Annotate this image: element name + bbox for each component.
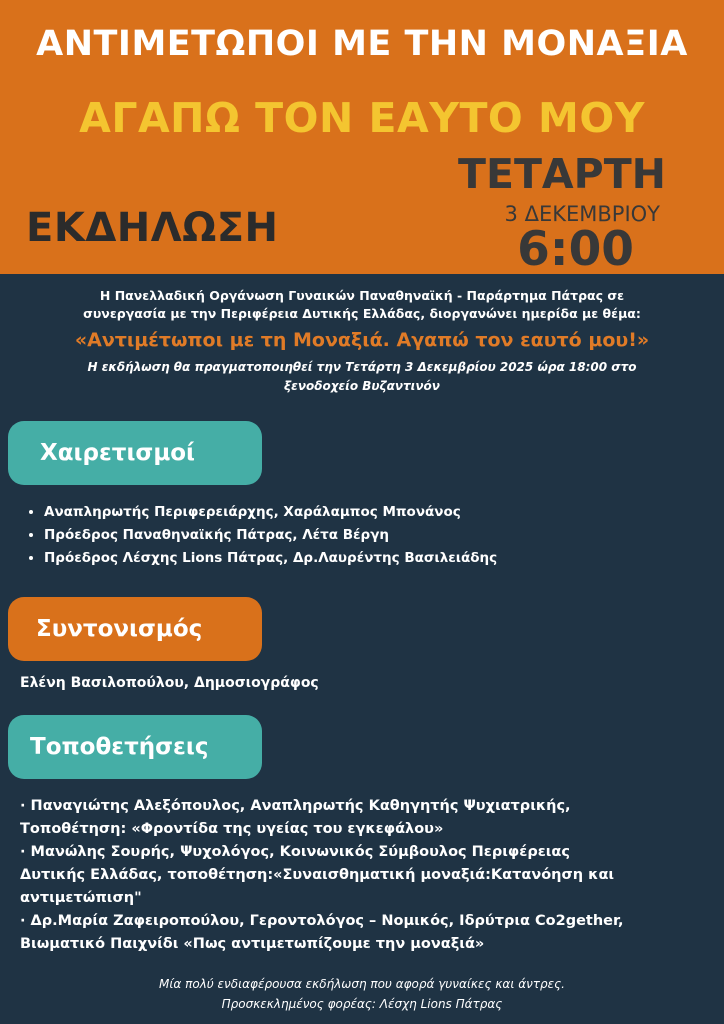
coordinator-name: Ελένη Βασιλοπούλου, Δημοσιογράφος	[20, 675, 319, 691]
list-item: · Παναγιώτης Αλεξόπουλος, Αναπληρωτής Καθηγητής Ψυχιατρικής,	[20, 798, 571, 814]
poster-subtitle: ΑΓΑΠΩ ΤΟΝ ΕΑΥΤΟ ΜΟΥ	[79, 94, 645, 142]
list-item: Δυτικής Ελλάδας, τοποθέτηση:«Συναισθηματική μοναξιά:Κατανόηση και	[20, 867, 615, 883]
talks-heading-pill	[8, 715, 262, 779]
event-time: 6:00	[517, 222, 634, 277]
intro-line-2: συνεργασία με την Περιφέρεια Δυτικής Ελλάδας, διοργανώνει ημερίδα με θέμα:	[83, 306, 641, 321]
list-item: αντιμετώπιση"	[20, 890, 142, 906]
greetings-heading: Χαιρετισμοί	[40, 440, 196, 466]
coordination-heading-pill	[8, 597, 262, 661]
greetings-heading-pill	[8, 421, 262, 485]
event-day: ΤΕΤΑΡΤΗ	[457, 150, 666, 198]
talks-heading: Τοποθετήσεις	[30, 734, 209, 760]
coordination-heading: Συντονισμός	[36, 616, 203, 642]
list-item: Τοποθέτηση: «Φροντίδα της υγείας του εγκεφάλου»	[20, 821, 444, 837]
footer-note	[0, 974, 724, 1014]
list-item: Βιωματικό Παιχνίδι «Πως αντιμετωπίζουμε την μοναξιά»	[20, 936, 485, 952]
footer-line-1: Μία πολύ ενδιαφέρουσα εκδήλωση που αφορά γυναίκες και άντρες.	[158, 977, 565, 991]
poster-title: ΑΝΤΙΜΕΤΩΠΟΙ ΜΕ ΤΗΝ ΜΟΝΑΞΙΑ	[36, 24, 688, 64]
header-banner	[0, 0, 724, 277]
event-date: 3 ΔΕΚΕΜΒΡΙΟΥ	[504, 202, 660, 226]
details-line-2: ξενοδοχείο Βυζαντινόν	[284, 379, 440, 393]
list-item: · Μανώλης Σουρής, Ψυχολόγος, Κοινωνικός Σύμβουλος Περιφέρειας	[20, 844, 570, 860]
list-item: • Πρόεδρος Παναθηναϊκής Πάτρας, Λέτα Βέργη	[44, 524, 497, 547]
list-item: • Πρόεδρος Λέσχης Lions Πάτρας, Δρ.Λαυρέντης Βασιλειάδης	[44, 547, 497, 570]
speakers-list	[20, 795, 710, 956]
list-item: · Δρ.Μαρία Ζαφειροπούλου, Γεροντολόγος – Νομικός, Ιδρύτρια Co2gether,	[20, 913, 624, 929]
details-line-1: Η εκδήλωση θα πραγματοποιηθεί την Τετάρτη 3 Δεκεμβρίου 2025 ώρα 18:00 στο	[87, 360, 637, 374]
event-details	[30, 358, 694, 396]
event-theme: «Αντιμέτωποι με τη Μοναξιά. Αγαπώ τον εαυτό μου!»	[74, 329, 650, 351]
list-item: • Αναπληρωτής Περιφερειάρχης, Χαράλαμπος Μπονάνος	[44, 501, 497, 524]
intro-text	[20, 287, 704, 323]
footer-line-2: Προσκεκλημένος φορέας: Λέσχη Lions Πάτρας	[221, 997, 503, 1011]
greetings-list	[30, 501, 497, 570]
event-label: ΕΚΔΗΛΩΣΗ	[26, 205, 279, 251]
intro-line-1: Η Πανελλαδική Οργάνωση Γυναικών Παναθηναϊκή - Παράρτημα Πάτρας σε	[99, 288, 625, 303]
